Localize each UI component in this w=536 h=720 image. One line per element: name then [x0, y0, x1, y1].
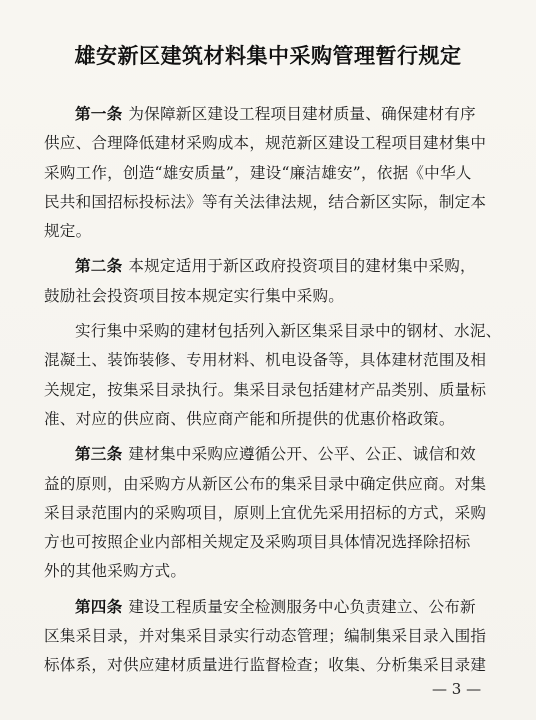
article-4-text: 建设工程质量安全检测服务中心负责建立、公布新 [128, 597, 476, 616]
article-2-para2-line-3: 关规定，按集采目录执行。集采目录包括建材产品类别、质量标 [44, 380, 487, 399]
article-4-label: 第四条 [75, 597, 123, 616]
document-title: 雄安新区建筑材料集中采购管理暂行规定 [74, 44, 462, 68]
article-2-line-2: 鼓励社会投资项目按本规定实行集中采购。 [44, 286, 345, 305]
article-3-line-1 [44, 440, 502, 469]
article-2-line-1 [44, 252, 502, 281]
article-1-line-1 [44, 100, 502, 129]
article-3-line-3: 采目录范围内的采购项目，原则上宜优先采用招标的方式，采购 [44, 503, 487, 522]
article-3-line-5: 外的其他采购方式。 [44, 562, 187, 581]
document-body [44, 100, 502, 681]
article-4-line-1 [44, 593, 502, 622]
article-2-text: 本规定适用于新区政府投资项目的建材集中采购， [128, 257, 476, 276]
article-3-line-4: 方也可按照企业内部相关规定及采购项目具体情况选择除招标 [44, 533, 471, 552]
article-1-line-4: 民共和国招标投标法》等有关法律法规，结合新区实际，制定本 [44, 192, 487, 211]
article-3-text: 建材集中采购应遵循公开、公平、公正、诚信和效 [128, 445, 476, 464]
article-3-label: 第三条 [75, 445, 123, 464]
article-3-line-2: 益的原则，由采购方从新区公布的集采目录中确定供应商。对集 [44, 474, 487, 493]
article-2-label: 第二条 [75, 257, 123, 276]
article-1-text: 为保障新区建设工程项目建材质量、确保建材有序 [128, 105, 476, 123]
article-1-label: 第一条 [75, 105, 123, 123]
article-1-line-2: 供应、合理降低建材采购成本，规范新区建设工程项目建材集中 [44, 134, 487, 153]
article-4-line-2: 区集采目录，并对集采目录实行动态管理；编制集采目录入围指 [44, 627, 487, 646]
article-4-line-3: 标体系，对供应建材质量进行监督检查；收集、分析集采目录建 [44, 656, 487, 675]
article-1-line-3: 采购工作，创造“雄安质量”，建设“廉洁雄安”，依据《中华人 [44, 163, 472, 182]
page-number: — 3 — [432, 680, 482, 698]
article-2-para2-line-4: 准、对应的供应商、供应商产能和所提供的优惠价格政策。 [44, 409, 455, 428]
article-2-para2-line-1: 实行集中采购的建材包括列入新区集采目录中的钢材、水泥、 [75, 322, 502, 341]
article-1-line-5: 规定。 [44, 222, 92, 241]
article-2-para2-line-2: 混凝土、装饰装修、专用材料、机电设备等，具体建材范围及相 [44, 351, 487, 370]
